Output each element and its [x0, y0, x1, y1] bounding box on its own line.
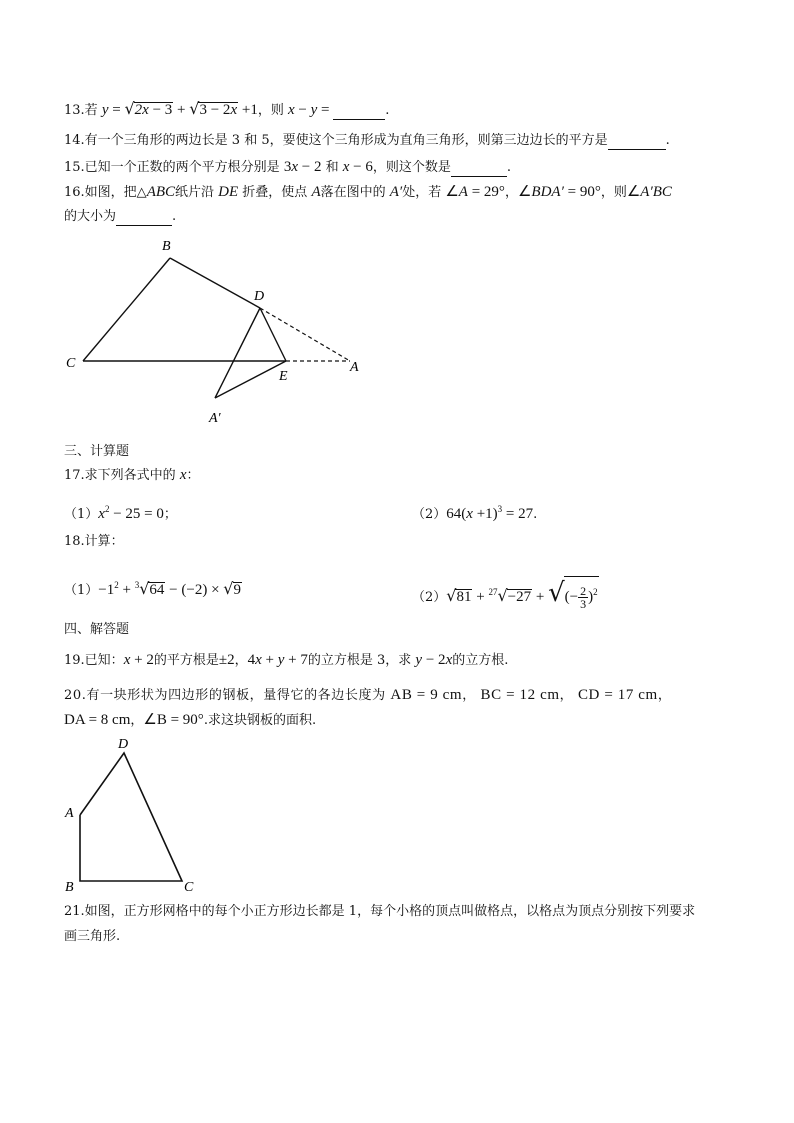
figure-16: [60, 232, 380, 432]
q13-prefix: 13.若: [64, 103, 102, 118]
q17-part2-end: .: [533, 507, 538, 522]
q17-title: 17.求下列各式中的: [64, 468, 180, 483]
q17-part2-label: （2）: [412, 507, 447, 522]
q20-cd: CD = 17 cm: [577, 687, 658, 703]
figure-20: [60, 735, 220, 895]
label-a-prime: A′: [209, 411, 221, 426]
q15-post: ，则这个数是: [372, 160, 451, 175]
q16-text-g: ，则: [600, 185, 627, 200]
label-d: D: [118, 737, 129, 752]
answer-blank: [608, 149, 666, 150]
q19-text-c: ，: [234, 653, 248, 668]
q13-end: .: [385, 103, 390, 118]
q16-text-a: 16.如图，把△: [64, 185, 147, 200]
q14-text: 14.有一个三角形的两边长是 3 和 5，要使这个三角形成为直角三角形，则第三边边长的平方是: [64, 133, 608, 148]
question-13: 13.若 y = √2x − 3 + √3 − 2x +1，则 x − y = .: [64, 99, 390, 118]
q18-part2-label: （2）: [412, 590, 447, 605]
question-17: 17.求下列各式中的 x：: [64, 467, 200, 483]
q16-text-b: 纸片沿: [175, 185, 219, 200]
q17-part1-end: ；: [163, 507, 177, 522]
question-20-line1: 20.有一块形状为四边形的钢板，量得它的各边长度为 AB = 9 cm， BC = 12 cm， CD = 17 cm，: [64, 687, 672, 703]
q14-end: .: [665, 133, 670, 148]
q20-da: DA = 8 cm: [64, 712, 131, 728]
q18-part1-label: （1）: [64, 583, 99, 598]
section-4-title: 四、解答题: [64, 622, 130, 637]
question-19: 19.已知：x + 2的平方根是±2，4x + y + 7的立方根是 3，求 y − 2x的立方根.: [64, 652, 509, 668]
q16-text-d: 落在图中的: [320, 185, 390, 200]
q19-text-b: 的平方根是: [153, 653, 219, 668]
q16-text-e: 处，若: [402, 185, 446, 200]
question-15: 15.已知一个正数的两个平方根分别是 3x − 2 和 x − 6，则这个数是 .: [64, 159, 512, 175]
label-a: A: [65, 806, 74, 821]
q15-end: .: [506, 160, 512, 175]
question-18-parts: $(1)-1^2 + ^3√64 - (-2) \times √9$ （2）√81 + $^{27}$√−27 + √(− $\frac{2}{3}$ )$^2$: [64, 578, 598, 612]
q15-and: 和: [321, 160, 343, 175]
q17-colon: ：: [186, 468, 200, 483]
question-21-line2: 画三角形.: [64, 929, 121, 944]
question-20-line2: DA = 8 cm，∠B = 90°.求这块钢板的面积.: [64, 712, 317, 728]
q20-bc: BC = 12 cm: [480, 687, 560, 703]
question-17-parts: $(1)x^2 - 25 = 0$； $(2)64(x +1)^3 = 27$.: [64, 504, 538, 522]
label-c: C: [184, 880, 194, 895]
question-16-line1: 16.如图，把△ABC纸片沿 DE 折叠，使点 A落在图中的 A′处，若 ∠A = 29°，∠BDA′ = 90°，则∠A′BC: [64, 184, 672, 200]
q20-line1: 20.有一块形状为四边形的钢板，量得它的各边长度为: [64, 688, 391, 703]
q20-end: .求这块钢板的面积.: [203, 713, 317, 728]
label-a: A: [350, 360, 359, 375]
question-18: 18.计算：: [64, 534, 124, 549]
segment-cb: [83, 258, 170, 361]
label-d: D: [254, 289, 265, 304]
q16-text-c: 折叠，使点: [238, 185, 312, 200]
segment-a-prime-e: [215, 361, 286, 398]
answer-blank: [451, 176, 507, 177]
segment-da-prime: [215, 308, 260, 398]
q16-line2: 的大小为: [64, 209, 117, 224]
label-c: C: [66, 356, 76, 371]
q13-middle: ，则: [257, 103, 288, 118]
segment-bd: [170, 258, 260, 308]
label-b: B: [65, 880, 74, 895]
answer-blank: [116, 225, 172, 226]
label-e: E: [279, 369, 288, 384]
q20-ab: AB = 9 cm: [390, 687, 463, 703]
q20-angle: ∠B = 90°: [143, 712, 204, 728]
q19-text-a: 19.已知：: [64, 653, 124, 668]
label-b: B: [162, 239, 171, 254]
question-21-line1: 21.如图，正方形网格中的每个小正方形边长都是 1，每个小格的顶点叫做格点，以格点为顶点分别按下列要求: [64, 904, 696, 919]
q16-end: .: [172, 209, 177, 224]
section-3-title: 三、计算题: [64, 444, 130, 459]
question-16-line2: [64, 208, 176, 226]
q15-prefix: 15.已知一个正数的两个平方根分别是: [64, 160, 284, 175]
q16-text-f: ，: [504, 185, 518, 200]
q19-text-d: 的立方根是 3，求: [307, 653, 416, 668]
q19-text-e: 的立方根.: [452, 653, 509, 668]
q17-part1-label: （1）: [64, 507, 99, 522]
quadrilateral-abcd: [80, 753, 182, 881]
question-14: [64, 132, 670, 150]
answer-blank: [333, 119, 385, 120]
